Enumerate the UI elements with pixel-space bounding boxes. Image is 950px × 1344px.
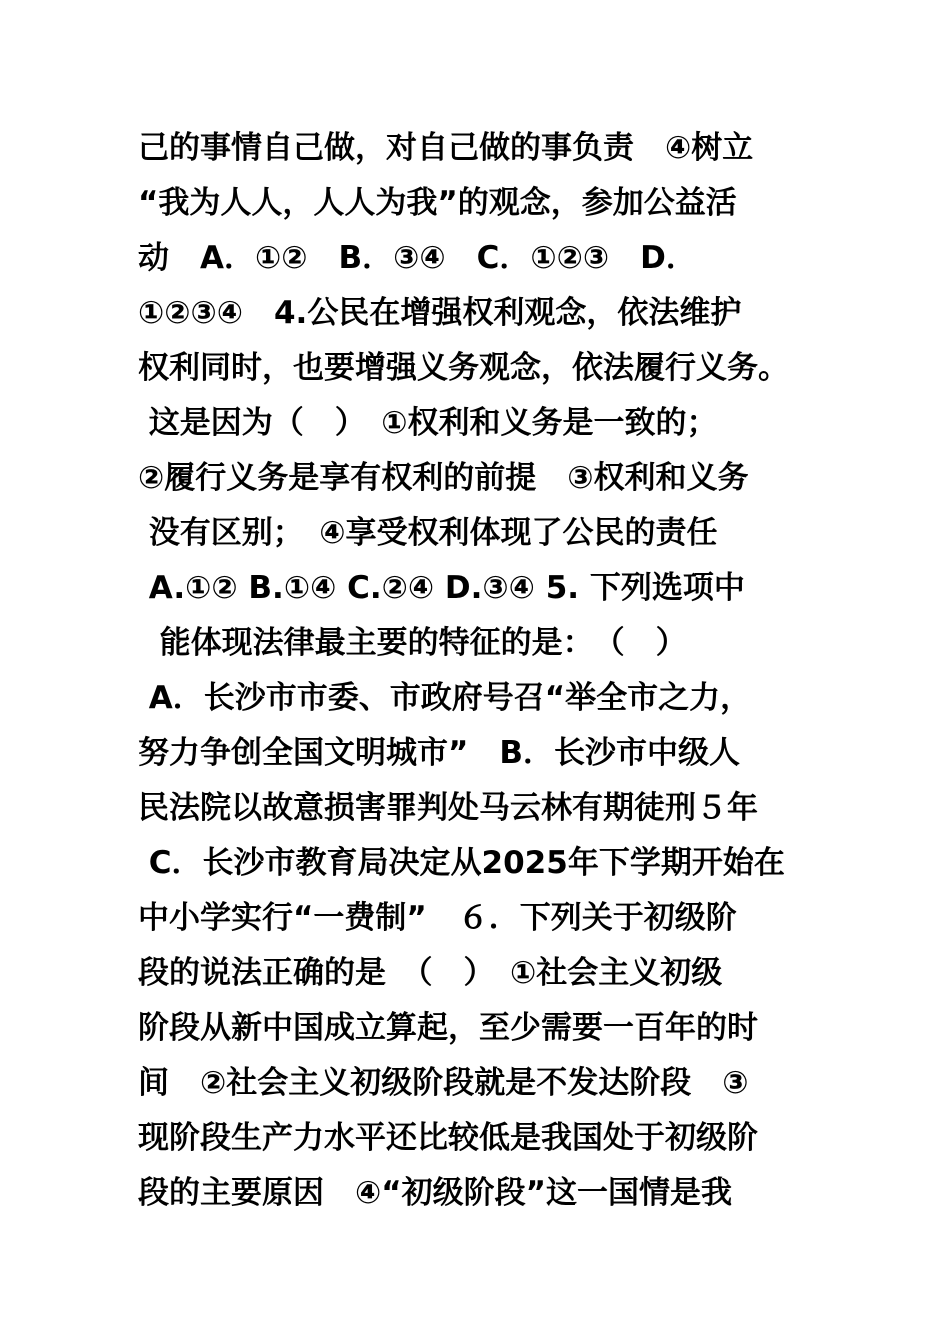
text-line: 段的主要原因 ④“初级阶段”这一国情是我 (138, 1175, 732, 1211)
text-line: 现阶段生产力水平还比较低是我国处于初级阶 (138, 1120, 758, 1156)
text-line: 能体现法律最主要的特征的是： （ ） (138, 625, 687, 661)
text-line: “我为人人，人人为我”的观念，参加公益活 (138, 185, 737, 221)
text-line: A．长沙市市委、市政府号召“举全市之力， (138, 680, 752, 716)
text-line: 间 ②社会主义初级阶段就是不发达阶段 ③ (138, 1065, 749, 1101)
text-line: 民法院以故意损害罪判处马云林有期徒刑５年 (138, 790, 758, 826)
text-line: C．长沙市教育局决定从2025年下学期开始在 (138, 845, 785, 881)
text-line: 权利同时，也要增强义务观念，依法履行义务。 (138, 350, 789, 386)
text-line: 这是因为（ ） ①权利和义务是一致的； (138, 405, 718, 441)
text-line: A.①② B.①④ C.②④ D.③④ 5. 下列选项中 (138, 570, 745, 606)
text-line: ①②③④ 4.公民在增强权利观念，依法维护 (138, 295, 742, 331)
text-line: 努力争创全国文明城市” B．长沙市中级人 (138, 735, 741, 771)
text-line: 中小学实行“一费制” ６．下列关于初级阶 (138, 900, 737, 936)
text-line: 动 A．①② B．③④ C．①②③ D． (138, 240, 697, 276)
text-line: ②履行义务是享有权利的前提 ③权利和义务 (138, 460, 749, 496)
text-line: 段的说法正确的是 （ ） ①社会主义初级 (138, 955, 723, 991)
text-line: 阶段从新中国成立算起，至少需要一百年的时 (138, 1010, 758, 1046)
text-line: 己的事情自己做，对自己做的事负责 ④树立 (138, 130, 754, 166)
text-line: 没有区别； ④享受权利体现了公民的责任 (138, 515, 718, 551)
